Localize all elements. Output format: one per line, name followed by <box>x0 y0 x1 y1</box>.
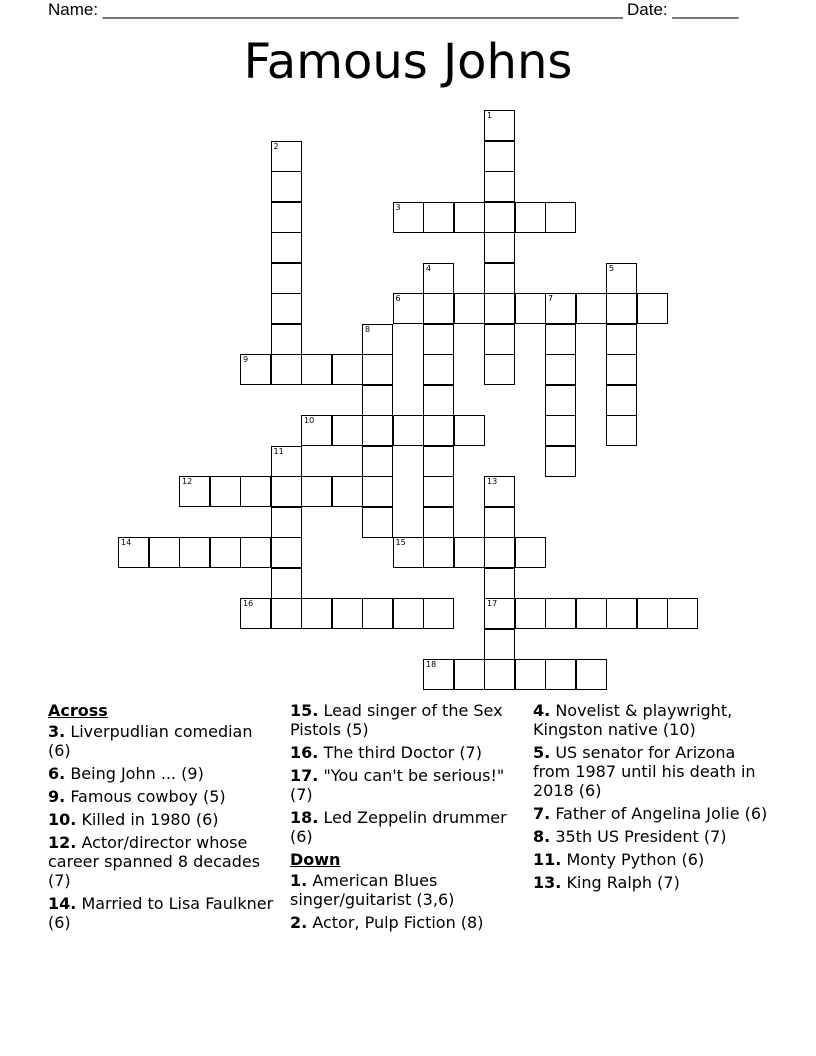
clue-down-4 <box>533 701 773 739</box>
clue-across-17 <box>290 766 520 804</box>
grid-cell[interactable] <box>271 354 302 385</box>
grid-cell[interactable] <box>423 659 454 690</box>
grid-cell[interactable] <box>545 354 576 385</box>
grid-cell[interactable] <box>423 354 454 385</box>
clue-text: Novelist & playwright, Kingston native (10) <box>533 701 733 739</box>
grid-cell[interactable] <box>637 293 668 324</box>
clue-number: 3. <box>48 722 66 741</box>
grid-cell[interactable] <box>606 263 637 294</box>
clue-text: "You can't be serious!" (7) <box>290 766 505 804</box>
grid-cell[interactable] <box>301 476 332 507</box>
grid-cell[interactable] <box>423 507 454 538</box>
clue-text: Father of Angelina Jolie (6) <box>555 804 768 823</box>
clue-across-9 <box>48 787 274 806</box>
grid-cell[interactable] <box>240 537 271 568</box>
clue-text: Married to Lisa Faulkner (6) <box>48 894 274 932</box>
grid-cell[interactable] <box>454 537 485 568</box>
clues-column-1 <box>48 701 274 936</box>
clue-number: 18. <box>290 808 319 827</box>
grid-cell[interactable] <box>606 324 637 355</box>
grid-cell[interactable] <box>149 537 180 568</box>
clue-across-3 <box>48 722 274 760</box>
grid-cell[interactable] <box>240 476 271 507</box>
grid-cell[interactable] <box>423 415 454 446</box>
cell-number: 2 <box>273 141 279 151</box>
cell-number: 9 <box>243 355 249 364</box>
clue-number: 16. <box>290 743 319 762</box>
grid-cell[interactable] <box>362 507 393 538</box>
grid-cell[interactable] <box>454 293 485 324</box>
clue-across-15 <box>290 701 520 739</box>
grid-cell[interactable] <box>271 446 302 477</box>
clue-across-16 <box>290 743 520 762</box>
cell-number: 3 <box>395 202 401 212</box>
grid-cell[interactable] <box>393 537 424 568</box>
grid-cell[interactable] <box>271 202 302 233</box>
grid-cell[interactable] <box>515 598 546 629</box>
grid-cell[interactable] <box>332 476 363 507</box>
clues-column-2 <box>290 701 520 936</box>
clue-number: 14. <box>48 894 77 913</box>
grid-cell[interactable] <box>393 598 424 629</box>
grid-cell[interactable] <box>454 202 485 233</box>
grid-cell[interactable] <box>606 293 637 324</box>
grid-cell[interactable] <box>484 202 515 233</box>
clues-column-3 <box>533 701 773 896</box>
grid-cell[interactable] <box>484 629 515 660</box>
cell-number: 10 <box>304 416 315 425</box>
clue-text: Actor, Pulp Fiction (8) <box>312 913 484 932</box>
grid-cell[interactable] <box>545 385 576 416</box>
grid-cell[interactable] <box>332 415 363 446</box>
clue-down-13 <box>533 873 773 892</box>
grid-cell[interactable] <box>240 598 271 629</box>
clue-number: 7. <box>533 804 551 823</box>
grid-cell[interactable] <box>545 293 576 324</box>
grid-cell[interactable] <box>454 415 485 446</box>
clue-text: Killed in 1980 (6) <box>81 810 219 829</box>
grid-cell[interactable] <box>484 110 515 141</box>
clue-text: US senator for Arizona from 1987 until his death in 2018 (6) <box>533 743 756 800</box>
grid-cell[interactable] <box>606 598 637 629</box>
grid-cell[interactable] <box>301 354 332 385</box>
grid-cell[interactable] <box>271 476 302 507</box>
clue-number: 2. <box>290 913 308 932</box>
grid-cell[interactable] <box>301 598 332 629</box>
cell-number: 13 <box>487 477 498 486</box>
clue-number: 12. <box>48 833 77 852</box>
grid-cell[interactable] <box>271 507 302 538</box>
clue-number: 6. <box>48 764 66 783</box>
cell-number: 16 <box>243 599 254 608</box>
cell-number: 8 <box>365 324 371 334</box>
grid-cell[interactable] <box>484 324 515 355</box>
grid-cell[interactable] <box>271 537 302 568</box>
grid-cell[interactable] <box>484 476 515 507</box>
grid-cell[interactable] <box>515 537 546 568</box>
grid-cell[interactable] <box>576 293 607 324</box>
clue-text: Being John ... (9) <box>70 764 204 783</box>
cell-number: 1 <box>487 111 493 120</box>
grid-cell[interactable] <box>484 568 515 599</box>
grid-cell[interactable] <box>118 537 149 568</box>
grid-cell[interactable] <box>606 385 637 416</box>
grid-cell[interactable] <box>179 476 210 507</box>
grid-cell[interactable] <box>240 354 271 385</box>
grid-cell[interactable] <box>545 659 576 690</box>
clue-across-10 <box>48 810 274 829</box>
grid-cell[interactable] <box>271 293 302 324</box>
grid-cell[interactable] <box>423 476 454 507</box>
date-field[interactable]: Date: _______ <box>627 0 739 19</box>
grid-cell[interactable] <box>210 537 241 568</box>
grid-cell[interactable] <box>576 598 607 629</box>
clue-text: Monty Python (6) <box>566 850 705 869</box>
grid-cell[interactable] <box>362 354 393 385</box>
grid-cell[interactable] <box>484 293 515 324</box>
grid-cell[interactable] <box>484 598 515 629</box>
grid-cell[interactable] <box>362 385 393 416</box>
grid-cell[interactable] <box>484 171 515 202</box>
clue-down-8 <box>533 827 773 846</box>
clue-text: Famous cowboy (5) <box>70 787 226 806</box>
clue-across-6 <box>48 764 274 783</box>
cell-number: 14 <box>121 538 132 547</box>
grid-cell[interactable] <box>545 446 576 477</box>
grid-cell[interactable] <box>423 385 454 416</box>
grid-cell[interactable] <box>393 202 424 233</box>
grid-cell[interactable] <box>179 537 210 568</box>
grid-cell[interactable] <box>423 446 454 477</box>
cell-number: 12 <box>182 477 193 486</box>
clue-text: Led Zeppelin drummer (6) <box>290 808 507 846</box>
grid-cell[interactable] <box>606 415 637 446</box>
cell-number: 15 <box>395 538 406 547</box>
clue-down-7 <box>533 804 773 823</box>
grid-cell[interactable] <box>362 598 393 629</box>
clue-text: Liverpudlian comedian (6) <box>48 722 253 760</box>
grid-cell[interactable] <box>271 171 302 202</box>
clue-down-5 <box>533 743 773 800</box>
cell-number: 5 <box>609 263 615 273</box>
cell-number: 17 <box>487 599 498 608</box>
grid-cell[interactable] <box>332 598 363 629</box>
grid-cell[interactable] <box>454 659 485 690</box>
grid-cell[interactable] <box>423 202 454 233</box>
clue-text: The third Doctor (7) <box>323 743 482 762</box>
clue-number: 9. <box>48 787 66 806</box>
clue-text: Lead singer of the Sex Pistols (5) <box>290 701 503 739</box>
grid-cell[interactable] <box>210 476 241 507</box>
clue-across-14 <box>48 894 274 932</box>
down-heading: Down <box>290 850 341 869</box>
grid-cell[interactable] <box>271 141 302 172</box>
clue-number: 10. <box>48 810 77 829</box>
grid-cell[interactable] <box>423 293 454 324</box>
grid-cell[interactable] <box>393 415 424 446</box>
grid-cell[interactable] <box>484 507 515 538</box>
grid-cell[interactable] <box>576 659 607 690</box>
cell-number: 18 <box>426 660 437 669</box>
grid-cell[interactable] <box>423 537 454 568</box>
clue-across-12 <box>48 833 274 890</box>
grid-cell[interactable] <box>271 324 302 355</box>
clue-text: 35th US President (7) <box>555 827 727 846</box>
grid-cell[interactable] <box>423 598 454 629</box>
grid-cell[interactable] <box>362 476 393 507</box>
clue-number: 5. <box>533 743 551 762</box>
grid-cell[interactable] <box>637 598 668 629</box>
grid-cell[interactable] <box>484 537 515 568</box>
clue-across-18 <box>290 808 520 846</box>
grid-cell[interactable] <box>301 415 332 446</box>
grid-cell[interactable] <box>271 263 302 294</box>
grid-cell[interactable] <box>484 354 515 385</box>
clue-down-11 <box>533 850 773 869</box>
grid-cell[interactable] <box>545 598 576 629</box>
cell-number: 7 <box>548 294 554 303</box>
grid-cell[interactable] <box>545 324 576 355</box>
name-field[interactable]: Name: _______________________________________________________ <box>48 0 623 19</box>
clue-text: King Ralph (7) <box>566 873 680 892</box>
grid-cell[interactable] <box>362 446 393 477</box>
clue-number: 17. <box>290 766 319 785</box>
clue-number: 15. <box>290 701 319 720</box>
clue-number: 4. <box>533 701 551 720</box>
grid-cell[interactable] <box>393 293 424 324</box>
grid-cell[interactable] <box>423 324 454 355</box>
grid-cell[interactable] <box>667 598 698 629</box>
grid-cell[interactable] <box>484 141 515 172</box>
page-title: Famous Johns <box>243 34 573 90</box>
clue-text: Actor/director whose career spanned 8 decades (7) <box>48 833 261 890</box>
grid-cell[interactable] <box>545 415 576 446</box>
grid-cell[interactable] <box>271 598 302 629</box>
cell-number: 11 <box>273 446 284 456</box>
grid-cell[interactable] <box>545 202 576 233</box>
cell-number: 6 <box>395 294 401 303</box>
grid-cell[interactable] <box>271 568 302 599</box>
clue-number: 11. <box>533 850 562 869</box>
grid-cell[interactable] <box>515 293 546 324</box>
grid-cell[interactable] <box>515 202 546 233</box>
grid-cell[interactable] <box>484 659 515 690</box>
clue-text: American Blues singer/guitarist (3,6) <box>290 871 455 909</box>
clue-number: 1. <box>290 871 308 890</box>
grid-cell[interactable] <box>423 263 454 294</box>
grid-cell[interactable] <box>606 354 637 385</box>
clue-number: 13. <box>533 873 562 892</box>
grid-cell[interactable] <box>271 232 302 263</box>
grid-cell[interactable] <box>484 263 515 294</box>
grid-cell[interactable] <box>362 415 393 446</box>
grid-cell[interactable] <box>515 659 546 690</box>
grid-cell[interactable] <box>484 232 515 263</box>
grid-cell[interactable] <box>332 354 363 385</box>
grid-cell[interactable] <box>362 324 393 355</box>
clue-number: 8. <box>533 827 551 846</box>
clue-down-1 <box>290 871 520 909</box>
cell-number: 4 <box>426 263 432 273</box>
clue-down-2 <box>290 913 520 932</box>
across-heading: Across <box>48 701 108 720</box>
